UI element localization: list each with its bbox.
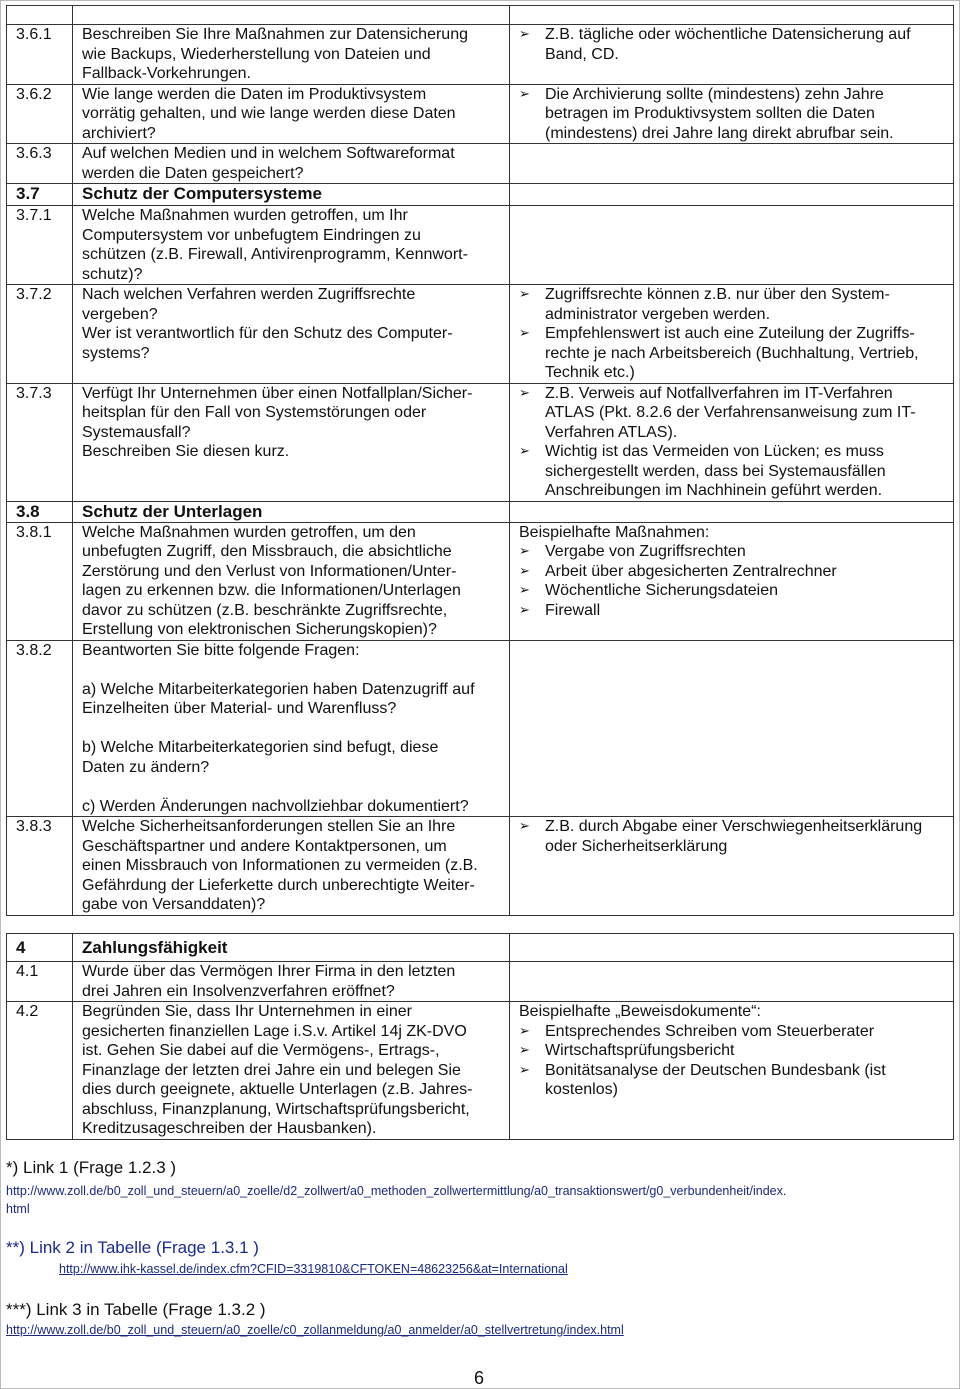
- answer-cell: [510, 285, 954, 384]
- answer-list: [519, 285, 953, 383]
- question-text: Wie lange werden die Daten im Produktivsystem vorrätig gehalten, und wie lange werden diese Daten archiviert?: [73, 84, 510, 144]
- footnote-2-link[interactable]: http://www.ihk-kassel.de/index.cfm?CFID=3319810&CFTOKEN=48623256&at=International: [59, 1262, 568, 1276]
- answer-cell: [510, 640, 954, 817]
- item-number: 3.8.1: [7, 522, 73, 640]
- table-row: [7, 84, 954, 144]
- answer-bullet: ➢ Entsprechendes Schreiben vom Steuerberater: [519, 1022, 953, 1042]
- answer-bullet: ➢ Z.B. Verweis auf Notfallverfahren im IT-Verfahren ATLAS (Pkt. 8.2.6 der Verfahrensanweisung zum IT- Verfahren ATLAS).: [519, 384, 953, 443]
- answer-cell: [510, 144, 954, 184]
- question-text: Welche Maßnahmen wurden getroffen, um den unbefugten Zugriff, den Missbrauch, die absichtliche Zerstörung und den Verlust von Informationen/Unter- lagen zu erkennen bzw. die Informationen/Unterlagen davor zu schützen (z.B. beschränkte Zugriffsrechte, Erstellung von elektronischen Sicherungskopien)?: [73, 522, 510, 640]
- answer-bullet: ➢ Wirtschaftsprüfungsbericht: [519, 1041, 953, 1061]
- answer-cell: [510, 84, 954, 144]
- page-number: 6: [474, 1368, 485, 1388]
- item-number: 3.7.2: [7, 285, 73, 384]
- footnote-1-link[interactable]: http://www.zoll.de/b0_zoll_und_steuern/a0_zoelle/d2_zollwert/a0_methoden_zollwertermittlung/a0_transaktionswert/g0_verbundenheit/index. html: [6, 1184, 787, 1216]
- table-row: [7, 144, 954, 184]
- answer-bullet: ➢ Wöchentliche Sicherungsdateien: [519, 581, 953, 601]
- answer-cell: [510, 25, 954, 85]
- answer-cell: [510, 1002, 954, 1140]
- footnote-1-title: *) Link 1 (Frage 1.2.3 ): [6, 1158, 177, 1177]
- item-number: 3.8.2: [7, 640, 73, 817]
- answer-bullet: ➢ Empfehlenswert ist auch eine Zuteilung der Zugriffs- rechte je nach Arbeitsbereich (Buchhaltung, Vertrieb, Technik etc.): [519, 324, 953, 383]
- answer-list: [519, 542, 953, 620]
- answer-bullet: ➢ Die Archivierung sollte (mindestens) zehn Jahre betragen im Produktivsystem sollten die Daten (mindestens) drei Jahre lang direkt abrufbar sein.: [519, 85, 953, 144]
- answer-bullet: ➢ Bonitätsanalyse der Deutschen Bundesbank (ist kostenlos): [519, 1061, 953, 1100]
- question-text: Welche Sicherheitsanforderungen stellen Sie an Ihre Geschäftspartner und andere Kontaktpersonen, um einen Missbrauch von Informationen zu vermeiden (z.B. Gefährdung der Lieferkette durch unberechtigte Weiter- gabe von Versanddaten)?: [73, 817, 510, 916]
- answer-bullet: ➢ Wichtig ist das Vermeiden von Lücken; es muss sichergestellt werden, dass bei Systemausfällen Anschreibungen im Nachhinein geführt werden.: [519, 442, 953, 501]
- answer-cell: [510, 6, 954, 25]
- answer-cell: [510, 962, 954, 1002]
- question-text: Auf welchen Medien und in welchem Softwareformat werden die Daten gespeichert?: [73, 144, 510, 184]
- footnote-3-title: ***) Link 3 in Tabelle (Frage 1.3.2 ): [6, 1300, 266, 1319]
- answer-cell: [510, 383, 954, 501]
- table-row: [7, 522, 954, 640]
- answer-bullet: ➢ Z.B. durch Abgabe einer Verschwiegenheitserklärung oder Sicherheitserklärung: [519, 817, 953, 856]
- table-row: [7, 640, 954, 817]
- answer-cell: [510, 934, 954, 962]
- item-number: 3.6.3: [7, 144, 73, 184]
- item-number: [7, 6, 73, 25]
- answer-cell: [510, 501, 954, 522]
- answer-cell: [510, 522, 954, 640]
- item-number: 3.7.3: [7, 383, 73, 501]
- item-number: 4.2: [7, 1002, 73, 1140]
- answer-cell: [510, 206, 954, 285]
- footnote-3-link[interactable]: http://www.zoll.de/b0_zoll_und_steuern/a0_zoelle/c0_zollanmeldung/a0_anmelder/a0_stellvertretung/index.html: [6, 1323, 624, 1337]
- table-row: [7, 6, 954, 25]
- question-text: Wurde über das Vermögen Ihrer Firma in den letzten drei Jahren ein Insolvenzverfahren eröffnet?: [73, 962, 510, 1002]
- table-row: [7, 206, 954, 285]
- question-text: Beschreiben Sie Ihre Maßnahmen zur Datensicherung wie Backups, Wiederherstellung von Dateien und Fallback-Vorkehrungen.: [73, 25, 510, 85]
- section-heading: Zahlungsfähigkeit: [73, 934, 510, 962]
- answer-bullet: ➢ Zugriffsrechte können z.B. nur über den System- administrator vergeben werden.: [519, 285, 953, 324]
- item-number: 4: [7, 934, 73, 962]
- table-row: [7, 934, 954, 962]
- answer-list: [519, 1022, 953, 1100]
- requirements-table-section-4: [6, 933, 954, 1140]
- table-row: [7, 501, 954, 522]
- answer-intro: Beispielhafte Maßnahmen:: [519, 523, 710, 541]
- table-row: [7, 383, 954, 501]
- answer-list: [519, 384, 953, 501]
- answer-bullet: ➢ Vergabe von Zugriffsrechten: [519, 542, 953, 562]
- question-text: Nach welchen Verfahren werden Zugriffsrechte vergeben? Wer ist verantwortlich für den Schutz des Computer- systems?: [73, 285, 510, 384]
- requirements-table-section-3: [6, 5, 954, 916]
- table-row: [7, 184, 954, 206]
- table-row: [7, 1002, 954, 1140]
- item-number: 3.8.3: [7, 817, 73, 916]
- question-text: Verfügt Ihr Unternehmen über einen Notfallplan/Sicher- heitsplan für den Fall von Systemstörungen oder Systemausfall? Beschreiben Sie diesen kurz.: [73, 383, 510, 501]
- question-text: Begründen Sie, dass Ihr Unternehmen in einer gesicherten finanziellen Lage i.S.v. Artikel 14j ZK-DVO ist. Gehen Sie dabei auf die Vermögens-, Ertrags-, Finanzlage der letzten drei Jahre ein und belegen Sie dies durch geeignete, aktuelle Unterlagen (z.B. Jahres- abschluss, Finanzplanung, Wirtschaftsprüfungsbericht, Kreditzusageschreiben der Hausbanken).: [73, 1002, 510, 1140]
- answer-bullet: ➢ Arbeit über abgesicherten Zentralrechner: [519, 562, 953, 582]
- question-text: Beantworten Sie bitte folgende Fragen: a) Welche Mitarbeiterkategorien haben Datenzugriff auf Einzelheiten über Material- und Warenfluss? b) Welche Mitarbeiterkategorien sind befugt, diese Daten zu ändern? c) Werden Änderungen nachvollziehbar dokumentiert?: [73, 640, 510, 817]
- table-row: [7, 962, 954, 1002]
- answer-list: [519, 85, 953, 144]
- table-row: [7, 817, 954, 916]
- answer-list: [519, 817, 953, 856]
- question-text: Welche Maßnahmen wurden getroffen, um Ihr Computersystem vor unbefugtem Eindringen zu schützen (z.B. Firewall, Antivirenprogramm, Kennwort- schutz)?: [73, 206, 510, 285]
- item-number: 3.7.1: [7, 206, 73, 285]
- table-row: [7, 25, 954, 85]
- item-number: 4.1: [7, 962, 73, 1002]
- footnote-2-title: **) Link 2 in Tabelle (Frage 1.3.1 ): [6, 1238, 259, 1257]
- answer-list: [519, 25, 953, 64]
- item-number: 3.6.2: [7, 84, 73, 144]
- answer-intro: Beispielhafte „Beweisdokumente“:: [519, 1003, 761, 1020]
- answer-bullet: ➢ Firewall: [519, 601, 953, 621]
- answer-bullet: ➢ Z.B. tägliche oder wöchentliche Datensicherung auf Band, CD.: [519, 25, 953, 64]
- item-number: 3.6.1: [7, 25, 73, 85]
- table-row: [7, 285, 954, 384]
- section-heading: Schutz der Unterlagen: [73, 501, 510, 522]
- question-text: [73, 6, 510, 25]
- section-heading: Schutz der Computersysteme: [73, 184, 510, 206]
- item-number: 3.7: [7, 184, 73, 206]
- answer-cell: [510, 184, 954, 206]
- answer-cell: [510, 817, 954, 916]
- item-number: 3.8: [7, 501, 73, 522]
